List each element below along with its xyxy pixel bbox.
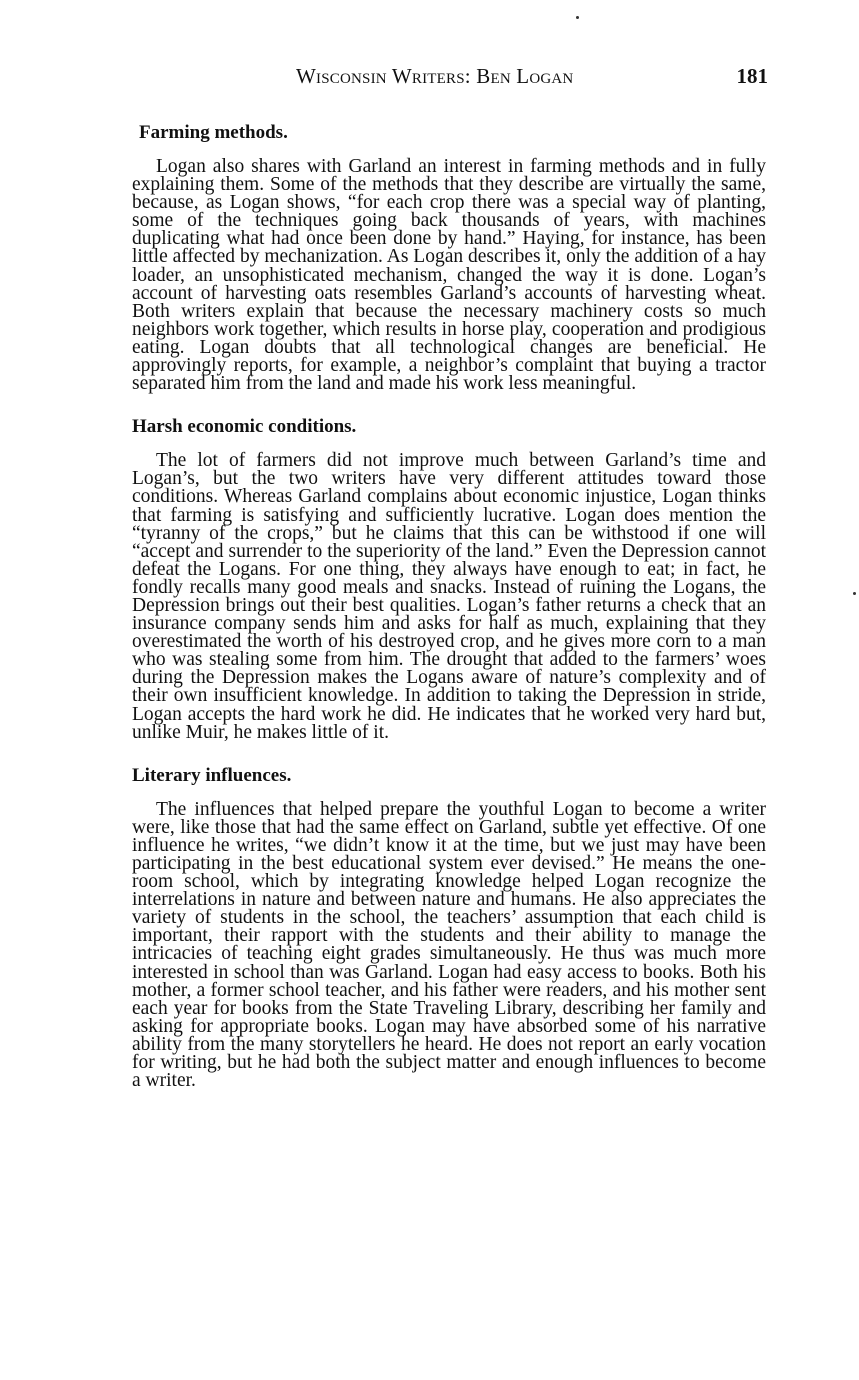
- section-paragraph: The influences that helped prepare the youthful Logan to become a writer were, like those that had the same effect on Garland, subtle yet effective. Of one influence he writes, “we didn’t know it at the time, but we just may have been participating in the best educational system ever devised.” He means the one-room school, which by integrating knowledge helped Logan recognize the interrelations in nature and between nature and humans. He also appreciates the variety of students in the school, the teachers’ assumption that each child is important, their rapport with the students and their ability to manage the intricacies of teaching eight grades simultaneously. He thus was much more interested in school than was Garland. Logan had easy access to books. Both his mother, a former school teacher, and his father were readers, and his mother sent each year for books from the State Traveling Library, describing her family and asking for appropriate books. Logan may have absorbed some of his narrative ability from the many storytellers he heard. He does not report an early vocation for writing, but he had both the subject matter and enough influences to become a writer.: [132, 798, 766, 1092]
- section-paragraph: The lot of farmers did not improve much between Garland’s time and Logan’s, but the two writers have very different attitudes toward those conditions. Whereas Garland complains about economic injustice, Logan thinks that farming is satisfying and sufficiently lucrative. Logan does mention the “tyranny of the crops,” but he claims that this can be withstood if one will “accept and surrender to the superiority of the land.” Even the Depression cannot defeat the Logans. For one thing, they always have enough to eat; in fact, he fondly recalls many good meals and snacks. Instead of ruining the Logans, the Depression brings out their best qualities. Logan’s father returns a check that an insurance company sends him and asks for half as much, explaining that they overestimated the worth of his destroyed crop, and he gives more corn to a man who was stealing some from him. The drought that added to the farmers’ woes during the Depression makes the Logans aware of nature’s complexity and of their own insufficient knowledge. In addition to taking the Depression in stride, Logan accepts the hard work he did. He indicates that he worked very hard but, unlike Muir, he makes little of it.: [132, 450, 766, 743]
- section-heading: Literary influences.: [132, 764, 292, 786]
- stray-mark-right: [853, 592, 856, 595]
- section-heading: Harsh economic conditions.: [132, 416, 357, 438]
- page-body: [132, 122, 766, 1090]
- stray-mark-top: [576, 16, 579, 19]
- section-farming-methods: [132, 122, 766, 393]
- section-paragraph: Logan also shares with Garland an interest in farming methods and in fully explaining them. Some of the methods that they describe are virtually the same, because, as Logan shows, “for each crop there was a special way of planting, some of the techniques going back thousands of years, with machines duplicating what had once been done by hand.” Haying, for instance, has been little affected by mechanization. As Logan describes it, only the addition of a hay loader, an unsophisticated mechanism, changed the way it is done. Logan’s account of harvesting oats resembles Garland’s accounts of harvesting wheat. Both writers explain that because the necessary machinery costs so much neighbors work together, which results in horse play, cooperation and prodigious eating. Logan doubts that all technological changes are beneficial. He approvingly reports, for example, a neighbor’s complaint that buying a tractor separated him from the land and made his work less meaningful.: [132, 156, 766, 395]
- section-heading: Farming methods.: [139, 122, 288, 143]
- running-head: Wisconsin Writers: Ben Logan: [296, 64, 574, 88]
- section-harsh-economic-conditions: [132, 416, 766, 742]
- page-number: 181: [736, 64, 768, 88]
- section-literary-influences: [132, 765, 766, 1091]
- page-header: [130, 64, 770, 94]
